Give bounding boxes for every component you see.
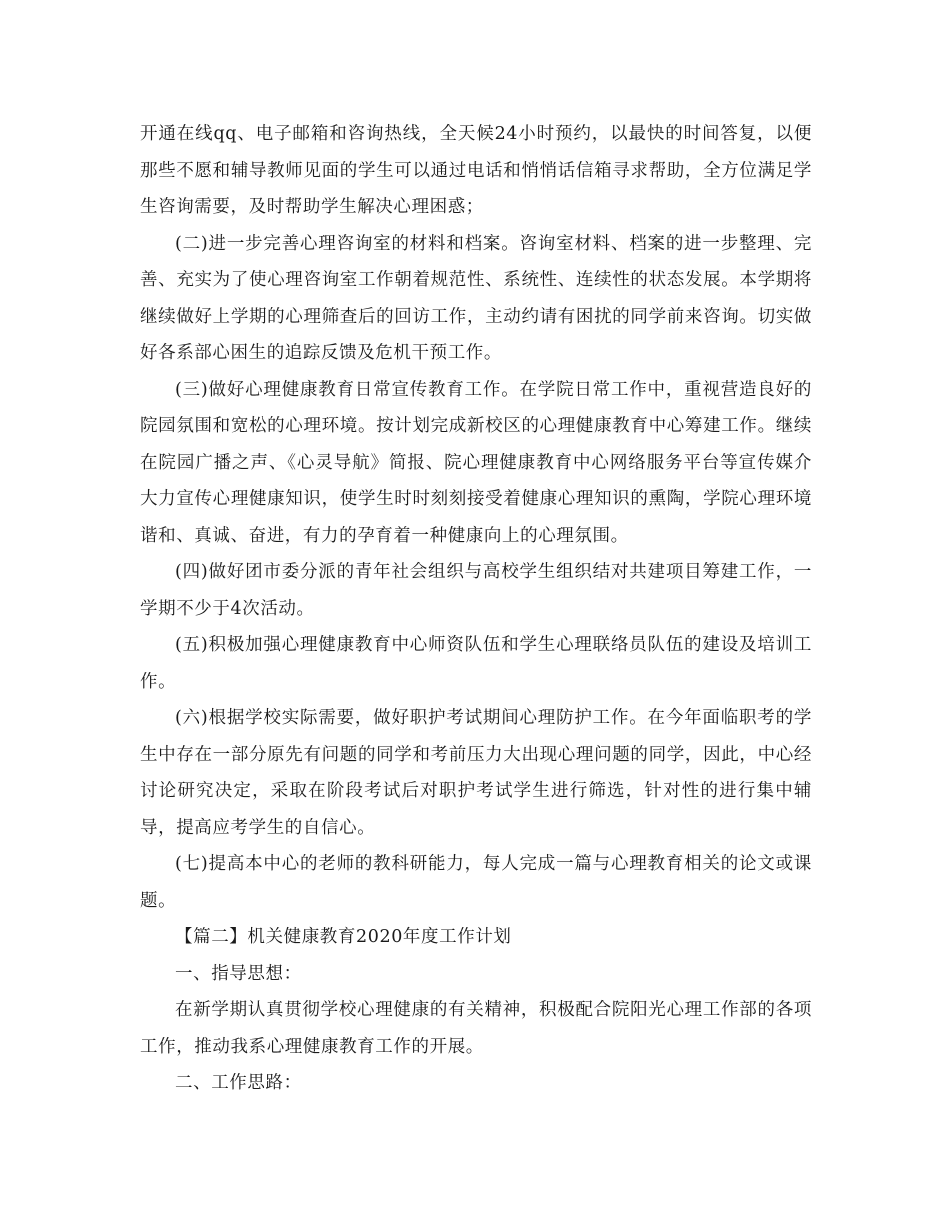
paragraph-item-5: (五)积极加强心理健康教育中心师资队伍和学生心理联络员队伍的建设及培训工作。 bbox=[140, 635, 812, 692]
paragraph-item-6: (六)根据学校实际需要，做好职护考试期间心理防护工作。在今年面临职考的学生中存在一部分原先有问题的同学和考前压力大出现心理问题的同学，因此，中心经讨论研究决定，采取在阶段考试后对职护考试学生进行筛选，针对性的进行集中辅导，提高应考学生的自信心。 bbox=[140, 708, 812, 838]
paragraph-item-7: (七)提高本中心的老师的教科研能力，每人完成一篇与心理教育相关的论文或课题。 bbox=[140, 854, 812, 911]
paragraph-item-2: (二)进一步完善心理咨询室的材料和档案。咨询室材料、档案的进一步整理、完善、充实为了使心理咨询室工作朝着规范性、系统性、连续性的状态发展。本学期将继续做好上学期的心理筛查后的回访工作，主动约请有困扰的同学前来咨询。切实做好各系部心困生的追踪反馈及危机干预工作。 bbox=[140, 233, 812, 363]
subheading-work-approach: 二、工作思路： bbox=[175, 1073, 302, 1093]
paragraph-contact-channels: 开通在线qq、电子邮箱和咨询热线，全天候24小时预约，以最快的时间答复，以便那些不愿和辅导教师见面的学生可以通过电话和悄悄话信箱寻求帮助，全方位满足学生咨询需要，及时帮助学生解决心理困惑； bbox=[140, 124, 812, 217]
section-heading-part-two: 【篇二】机关健康教育2020年度工作计划 bbox=[175, 927, 512, 947]
document-body bbox=[140, 116, 812, 1102]
paragraph-guiding-ideology: 在新学期认真贯彻学校心理健康的有关精神，积极配合院阳光心理工作部的各项工作，推动我系心理健康教育工作的开展。 bbox=[140, 1000, 812, 1057]
subheading-guiding-ideology: 一、指导思想： bbox=[175, 963, 302, 984]
paragraph-item-4: (四)做好团市委分派的青年社会组织与高校学生组织结对共建项目筹建工作，一学期不少于4次活动。 bbox=[140, 562, 812, 619]
paragraph-item-3: (三)做好心理健康教育日常宣传教育工作。在学院日常工作中，重视营造良好的院园氛围和宽松的心理环境。按计划完成新校区的心理健康教育中心筹建工作。继续在院园广播之声、《心灵导航》简报、院心理健康教育中心网络服务平台等宣传媒介大力宣传心理健康知识，使学生时时刻刻接受着健康心理知识的熏陶，学院心理环境谐和、真诚、奋进，有力的孕育着一种健康向上的心理氛围。 bbox=[140, 379, 812, 546]
